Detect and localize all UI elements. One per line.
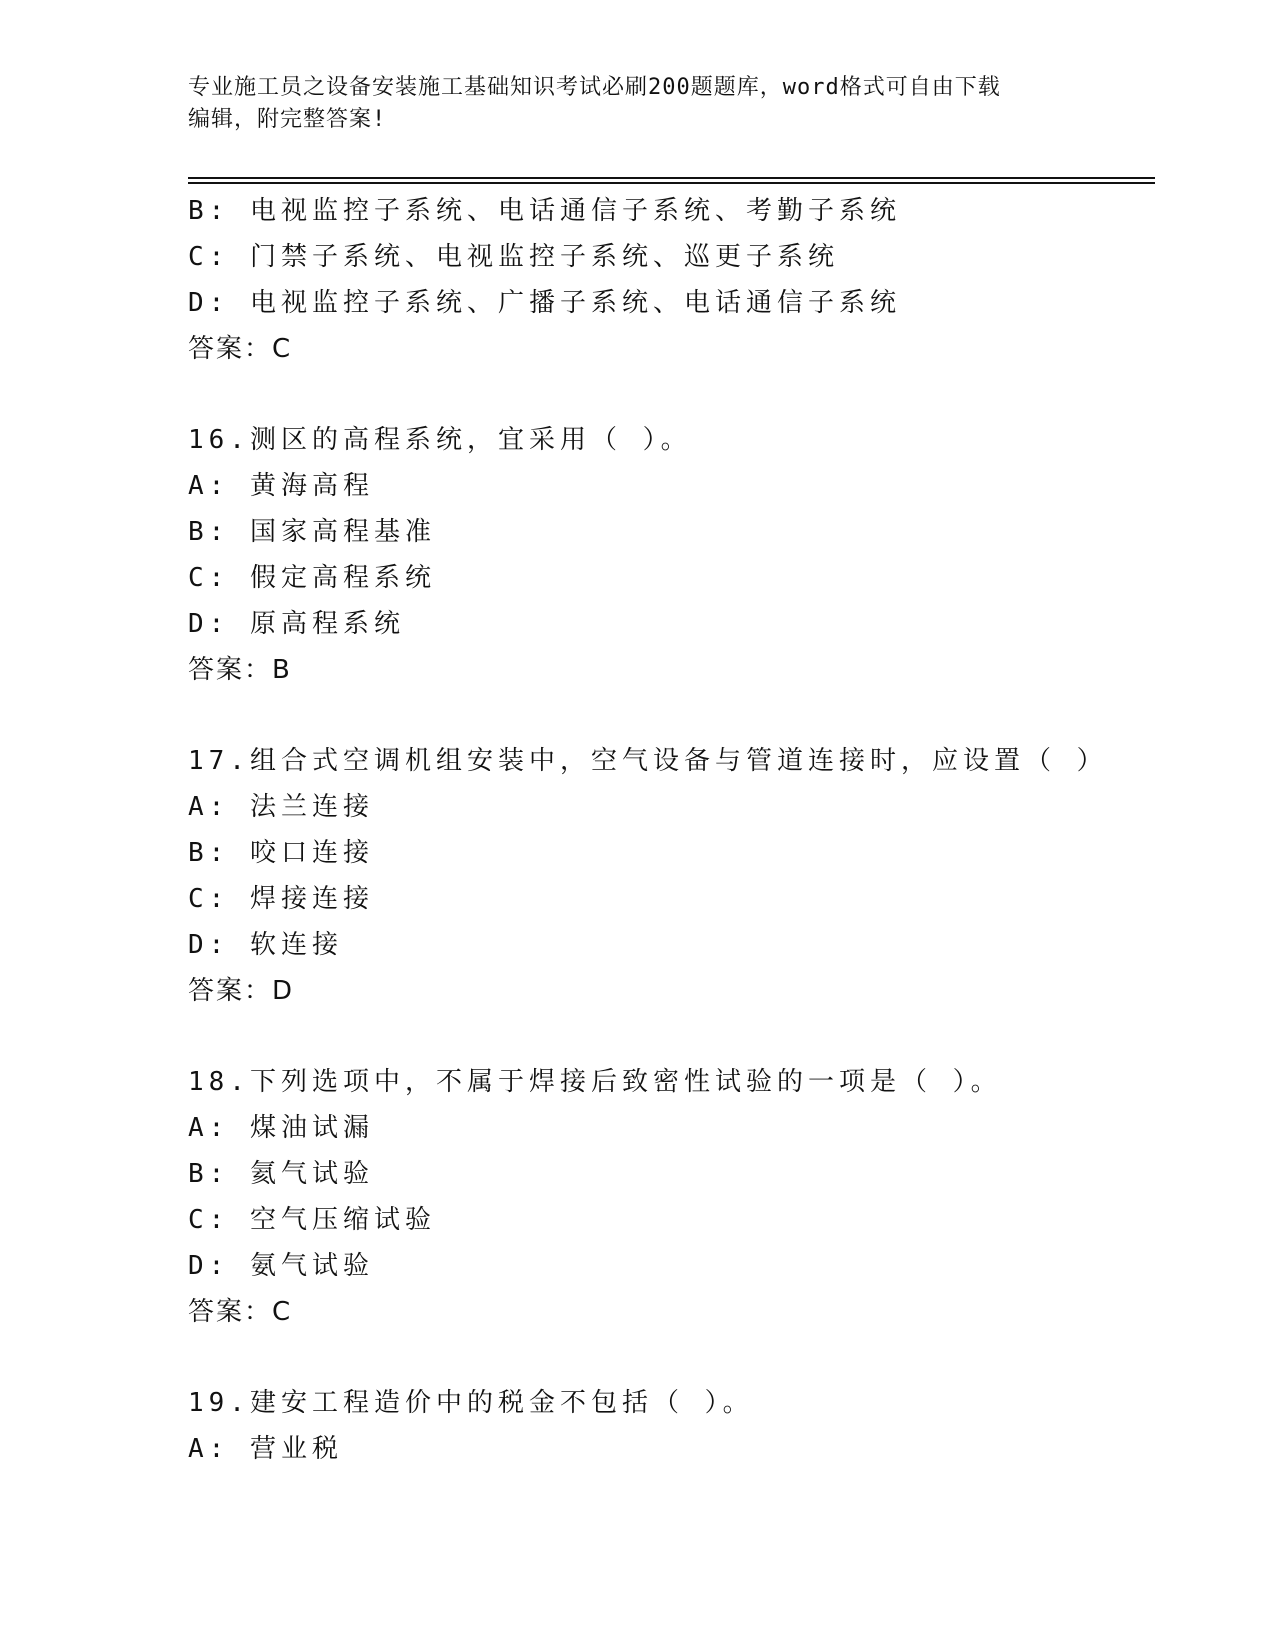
option-b: B: 咬口连接 [188, 838, 374, 868]
question-spacer [188, 372, 1155, 417]
question-block-19 [188, 1380, 1155, 1472]
question-list [188, 188, 1155, 1472]
option-a: A: 煤油试漏 [188, 1113, 374, 1143]
option-b: B: 国家高程基准 [188, 517, 436, 547]
option-d: D: 软连接 [188, 930, 343, 960]
question-spacer [188, 1335, 1155, 1380]
option-d: D: 原高程系统 [188, 609, 405, 639]
question-stem: 19.建安工程造价中的税金不包括（ ）。 [188, 1388, 754, 1418]
question-block-17 [188, 738, 1155, 1014]
question-block-18 [188, 1059, 1155, 1335]
option-a: A: 法兰连接 [188, 792, 374, 822]
header-divider-top [188, 177, 1155, 179]
option-b: B: 电视监控子系统、电话通信子系统、考勤子系统 [188, 196, 901, 226]
question-block-16 [188, 417, 1155, 693]
answer-line: 答案：B [188, 655, 292, 685]
question-stem: 16.测区的高程系统，宜采用（ ）。 [188, 425, 692, 455]
question-stem: 17.组合式空调机组安装中，空气设备与管道连接时，应设置（ ） [188, 746, 1108, 776]
option-c: C: 焊接连接 [188, 884, 374, 914]
option-a: A: 营业税 [188, 1434, 343, 1464]
header-title-line-1: 专业施工员之设备安装施工基础知识考试必刷200题题库，word格式可自由下载 [188, 75, 1001, 100]
answer-line: 答案：C [188, 1297, 293, 1327]
option-c: C: 门禁子系统、电视监控子系统、巡更子系统 [188, 242, 839, 272]
option-a: A: 黄海高程 [188, 471, 374, 501]
question-block-15 [188, 188, 1155, 372]
question-stem: 18.下列选项中，不属于焊接后致密性试验的一项是（ ）。 [188, 1067, 1002, 1097]
question-spacer [188, 693, 1155, 738]
answer-line: 答案：D [188, 976, 295, 1006]
answer-line: 答案：C [188, 334, 293, 364]
option-c: C: 空气压缩试验 [188, 1205, 436, 1235]
header-divider-bottom [188, 182, 1155, 184]
header-title-line-2: 编辑，附完整答案! [188, 107, 387, 132]
option-d: D: 氨气试验 [188, 1251, 374, 1281]
option-d: D: 电视监控子系统、广播子系统、电话通信子系统 [188, 288, 901, 318]
question-spacer [188, 1014, 1155, 1059]
document-header [188, 72, 1088, 136]
option-c: C: 假定高程系统 [188, 563, 436, 593]
option-b: B: 氦气试验 [188, 1159, 374, 1189]
